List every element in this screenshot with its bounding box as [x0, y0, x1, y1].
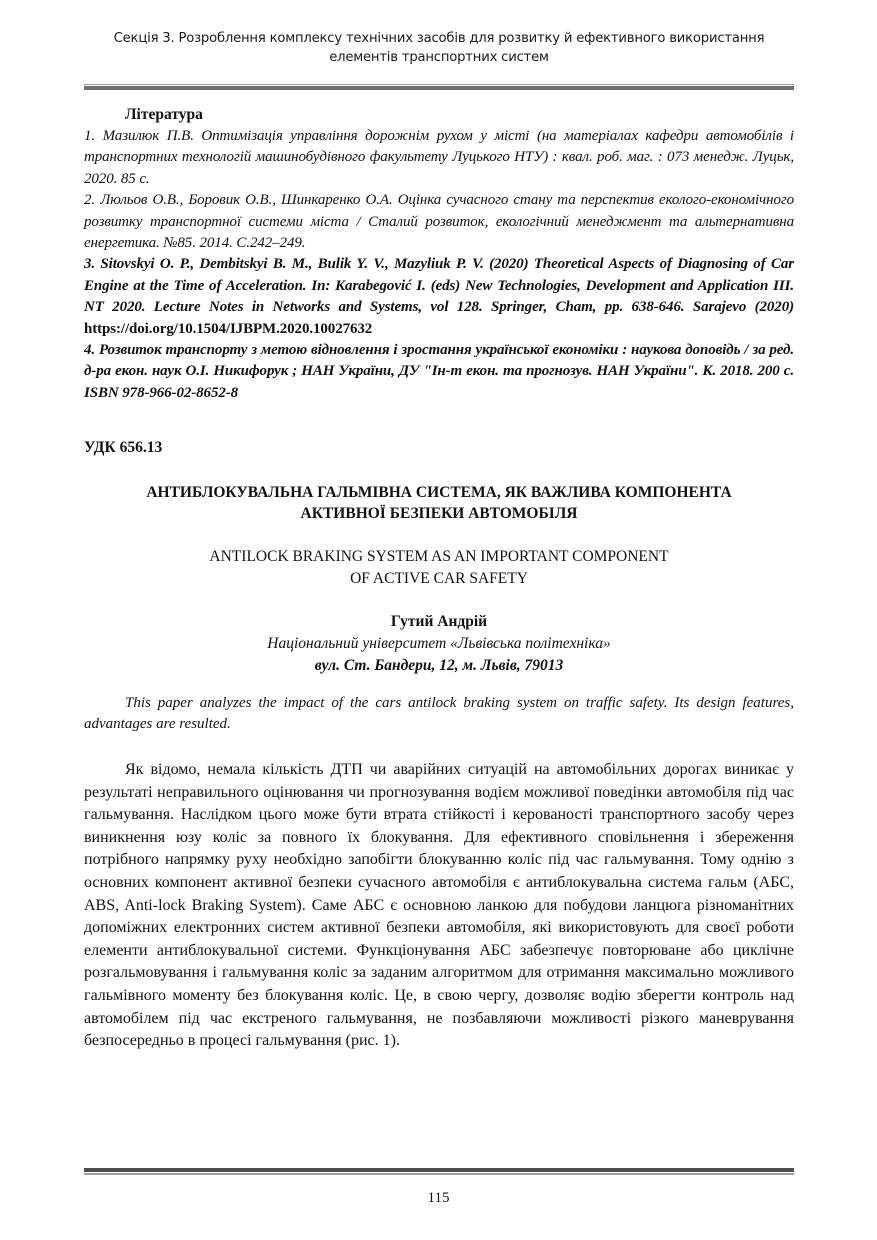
- title-en-line: OF ACTIVE CAR SAFETY: [350, 570, 528, 587]
- page-number: 115: [427, 1190, 450, 1206]
- doi-link[interactable]: https://doi.org/10.1504/IJBPM.2020.10027632: [84, 320, 373, 337]
- title-en-line: ANTILOCK BRAKING SYSTEM AS AN IMPORTANT COMPONENT: [209, 548, 669, 565]
- abstract: This paper analyzes the impact of the cars antilock braking system on traffic safety. Its design features, advantages are resulted.: [84, 695, 794, 732]
- title-ua-line: АКТИВНОЇ БЕЗПЕКИ АВТОМОБІЛЯ: [300, 505, 578, 522]
- header-rule-thin: [84, 84, 794, 85]
- author-name: Гутий Андрій: [390, 613, 488, 630]
- udk-code: УДК 656.13: [84, 439, 163, 456]
- body-paragraph: Як відомо, немала кількість ДТП чи аварійних ситуацій на автомобільних дорогах виникає у результаті неправильного оцінювання чи прогнозування водієм можливої поведінки автомобіля під час гальмування. Наслідком цього може бути втрата стійкості і керованості транспортного засобу через виникнення юзу коліс за повного їх блокування. Для ефективного сповільнення і збереження потрібного напрямку руху необхідно запобігти блокуванню коліс під час гальмування. Тому однію з основних компонент активної безпеки сучасного автомобіля є антиблокувальна система гальм (АБС, ABS, Anti-lock Braking System). Саме АБС є основною ланкою для побудови ланцюга різноманітних допоміжних електронних систем активної безпеки автомобіля, які використовують для своєї роботи елементи антиблокувальної системи. Функціонування АБС забезпечує повторюване або циклічне розгальмовування і гальмування коліс за заданим алгоритмом для отримання максимально можливого гальмівного моменту без блокування коліс. Це, в свою чергу, дозволяє водію зберегти контроль над автомобілем під час екстреного гальмування, не позбавляючи можливості різкого маневрування безпосередньо в процесі гальмування (рис. 1).: [84, 761, 794, 1050]
- footer-rule-thick: [84, 1168, 794, 1172]
- header-rule-thick: [84, 86, 794, 90]
- footer-rule-thin: [84, 1173, 794, 1175]
- reference-item: 1. Мазилюк П.В. Оптимізація управління дорожнім рухом у місті (на матеріалах кафедри автомобілів і транспортних технологій машинобудівного факультету Луцького НТУ) : квал. роб. маг. : 073 менедж. Луцьк, 2020. 85 с.: [84, 128, 794, 187]
- article-title-ukrainian: [84, 482, 794, 524]
- footer-rule: [84, 1168, 794, 1175]
- running-header: Секція 3. Розроблення комплексу технічних засобів для розвитку й ефективного використання елементів транспортних систем: [113, 31, 765, 65]
- author-address: вул. Ст. Бандери, 12, м. Львів, 79013: [314, 657, 564, 674]
- reference-text: 3. Sitovskyi O. P., Dembitskyi B. M., Bulik Y. V., Mazyliuk P. V. (2020) Theoretical Aspects of Diagnosing of Car Engine at the Time of Acceleration. In: Karabegović I. (eds) New Technologies, Development and Application III. NT 2020. Lecture Notes in Networks and Systems, vol 128. Springer, Cham, pp. 638-646. Sarajevo (2020): [84, 256, 794, 316]
- reference-item: [84, 254, 794, 340]
- references-section: [84, 104, 794, 404]
- reference-item: 4. Розвиток транспорту з метою відновлення і зростання української економіки : наукова доповідь / за ред. д-ра екон. наук О.І. Никифорук ; НАН України, ДУ "Ін-т екон. та прогнозув. НАН України". К. 2018. 200 с. ISBN 978-966-02-8652-8: [84, 342, 794, 401]
- article-title-english: [84, 546, 794, 590]
- reference-item: 2. Люльов О.В., Боровик О.В., Шинкаренко О.А. Оцінка сучасного стану та перспектив еколого-економічного розвитку транспортної системи міста / Сталий розвиток, екологічний менеджмент та альтернативна енергетика. №85. 2014. С.242–249.: [84, 192, 794, 252]
- references-title: Література: [125, 106, 203, 123]
- title-ua-line: АНТИБЛОКУВАЛЬНА ГАЛЬМІВНА СИСТЕМА, ЯК ВАЖЛИВА КОМПОНЕНТА: [146, 484, 732, 501]
- author-affiliation: Національний університет «Львівська політехніка»: [267, 635, 611, 652]
- header-rule: [84, 84, 794, 90]
